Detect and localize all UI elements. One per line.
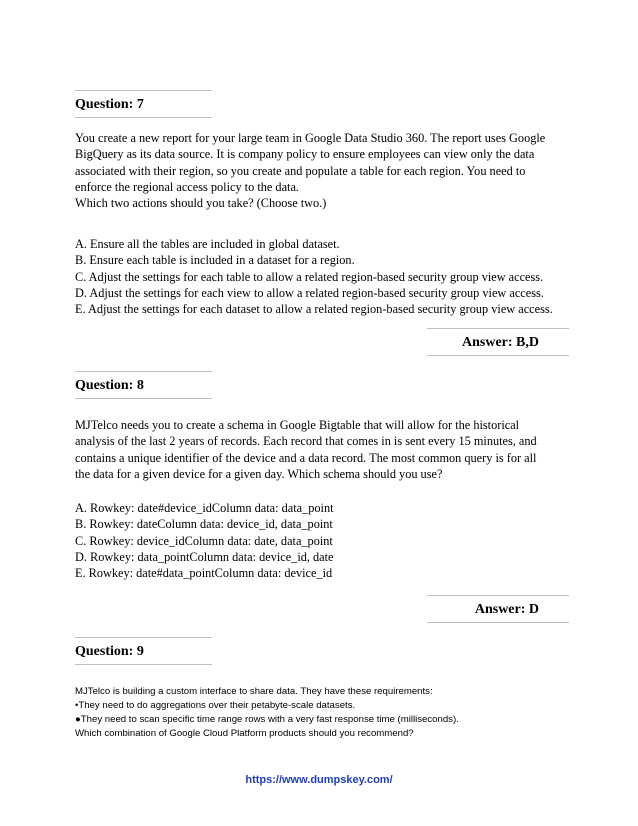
option-b: B. Rowkey: dateColumn data: device_id, data_point bbox=[75, 517, 333, 532]
rule-bottom bbox=[75, 398, 212, 399]
question-8-body-line: MJTelco needs you to create a schema in Google Bigtable that will allow for the historical bbox=[75, 418, 520, 432]
question-9-label: Question: 9 bbox=[75, 644, 144, 659]
question-7-body-line: BigQuery as its data source. It is company policy to ensure employees can view only the data bbox=[75, 147, 535, 162]
question-7-body bbox=[75, 130, 568, 211]
question-8-body-line: analysis of the last 2 years of records. Each record that comes in is sent every 15 minutes, and bbox=[75, 434, 537, 449]
question-9-line: ●They need to scan specific time range rows with a very fast response time (milliseconds). bbox=[75, 714, 459, 725]
rule-bottom bbox=[75, 664, 212, 665]
question-8-body bbox=[75, 417, 568, 482]
question-7-header bbox=[75, 90, 212, 118]
question-7-body-line: enforce the regional access policy to the data. bbox=[75, 179, 299, 194]
option-d: D. Adjust the settings for each view to allow a related region-based security group view access. bbox=[75, 285, 544, 300]
option-a: A. Rowkey: date#device_idColumn data: data_point bbox=[75, 501, 334, 515]
rule-bottom bbox=[75, 117, 212, 118]
option-c: C. Rowkey: device_idColumn data: date, data_point bbox=[75, 533, 333, 548]
question-8-header bbox=[75, 371, 212, 399]
question-7-answer bbox=[427, 328, 569, 356]
question-8-answer bbox=[427, 595, 569, 623]
question-8-options bbox=[75, 500, 575, 581]
question-7-label: Question: 7 bbox=[75, 97, 144, 112]
question-8-body-line: the data for a given device for a given day. Which schema should you use? bbox=[75, 466, 443, 481]
answer-label: Answer: B,D bbox=[462, 335, 539, 350]
option-b: B. Ensure each table is included in a dataset for a region. bbox=[75, 253, 355, 268]
question-7-body-line: associated with their region, so you create and populate a table for each region. You need to bbox=[75, 163, 526, 178]
question-8-body-line: contains a unique identifier of the device and a data record. The most common query is for all bbox=[75, 450, 537, 465]
question-8-label: Question: 8 bbox=[75, 378, 144, 393]
question-7-body-line: Which two actions should you take? (Choose two.) bbox=[75, 196, 327, 211]
answer-label: Answer: D bbox=[474, 602, 539, 617]
question-9-line: MJTelco is building a custom interface to share data. They have these requirements: bbox=[75, 686, 433, 697]
option-a: A. Ensure all the tables are included in global dataset. bbox=[75, 237, 340, 251]
rule-bottom bbox=[427, 622, 569, 623]
rule-bottom bbox=[427, 355, 569, 356]
question-7-body-line: You create a new report for your large team in Google Data Studio 360. The report uses Google bbox=[75, 131, 546, 145]
question-9-header bbox=[75, 637, 212, 665]
question-9-line: Which combination of Google Cloud Platform products should you recommend? bbox=[75, 728, 414, 739]
option-c: C. Adjust the settings for each table to allow a related region-based security group view access. bbox=[75, 269, 544, 284]
question-7-options bbox=[75, 236, 575, 317]
question-9-body bbox=[75, 685, 575, 741]
option-d: D. Rowkey: data_pointColumn data: device_id, date bbox=[75, 549, 334, 564]
footer-link[interactable]: https://www.dumpskey.com/ bbox=[245, 774, 393, 786]
option-e: E. Adjust the settings for each dataset to allow a related region-based security group view access. bbox=[75, 302, 553, 317]
option-e: E. Rowkey: date#data_pointColumn data: device_id bbox=[75, 566, 333, 581]
question-9-line: •They need to do aggregations over their petabyte-scale datasets. bbox=[75, 700, 356, 711]
